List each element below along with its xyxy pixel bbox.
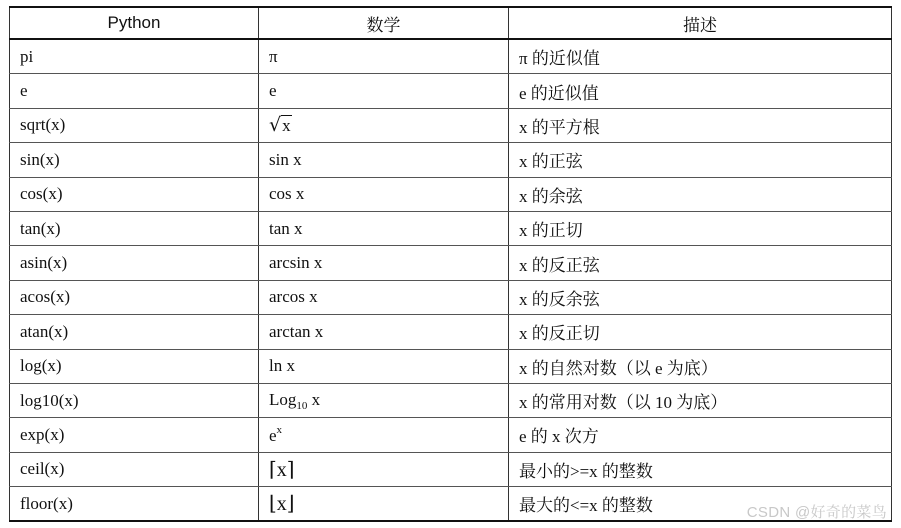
table-row [10, 39, 892, 74]
table-row [10, 246, 892, 280]
python-cell: e [10, 74, 259, 108]
description-cell: x 的反正弦 [509, 246, 892, 280]
math-cell: π [259, 39, 509, 74]
description-cell: x 的正弦 [509, 143, 892, 177]
math-cell: arcsin x [259, 246, 509, 280]
header-description: 描述 [509, 7, 892, 39]
math-cell [259, 452, 509, 486]
python-cell: exp(x) [10, 418, 259, 452]
exp-superscript: x [276, 423, 283, 436]
table-row [10, 280, 892, 314]
math-cell [259, 108, 509, 142]
ceil-expression: ⌈x⌉ [269, 458, 295, 481]
description-cell: x 的反余弦 [509, 280, 892, 314]
math-cell [259, 487, 509, 522]
log-base: Log [269, 389, 297, 409]
exp-base: e [269, 425, 277, 445]
python-cell: asin(x) [10, 246, 259, 280]
math-functions-table [9, 6, 892, 522]
floor-expression: ⌊x⌋ [269, 493, 295, 516]
python-cell: floor(x) [10, 487, 259, 522]
table-row [10, 315, 892, 349]
table-row [10, 452, 892, 486]
description-cell: 最小的>=x 的整数 [509, 452, 892, 486]
python-cell: sqrt(x) [10, 108, 259, 142]
log-argument: x [307, 389, 321, 409]
math-cell: sin x [259, 143, 509, 177]
table-row [10, 143, 892, 177]
python-cell: sin(x) [10, 143, 259, 177]
sqrt-radical: √ [269, 114, 282, 137]
header-row [10, 7, 892, 39]
description-cell: 最大的<=x 的整数 [509, 487, 892, 522]
python-cell: cos(x) [10, 177, 259, 211]
table-row [10, 349, 892, 383]
description-cell: x 的平方根 [509, 108, 892, 142]
description-cell: e 的 x 次方 [509, 418, 892, 452]
watermark: CSDN @好奇的菜鸟 [746, 504, 887, 521]
description-cell: x 的自然对数（以 e 为底） [509, 349, 892, 383]
math-cell: tan x [259, 211, 509, 245]
math-cell [259, 383, 509, 417]
table-row [10, 177, 892, 211]
description-cell: x 的常用对数（以 10 为底） [509, 383, 892, 417]
description-cell: π 的近似值 [509, 39, 892, 74]
table-row [10, 383, 892, 417]
math-cell: ln x [259, 349, 509, 383]
python-cell: tan(x) [10, 211, 259, 245]
python-cell: log(x) [10, 349, 259, 383]
math-cell: arctan x [259, 315, 509, 349]
table-row [10, 211, 892, 245]
python-cell: ceil(x) [10, 452, 259, 486]
header-python: Python [10, 7, 259, 39]
description-cell: x 的余弦 [509, 177, 892, 211]
description-cell: x 的反正切 [509, 315, 892, 349]
log-subscript: 10 [296, 399, 308, 412]
description-cell: e 的近似值 [509, 74, 892, 108]
python-cell: acos(x) [10, 280, 259, 314]
math-cell: arcos x [259, 280, 509, 314]
python-cell: log10(x) [10, 383, 259, 417]
table-row [10, 74, 892, 108]
sqrt-radicand: x [282, 116, 291, 136]
math-cell: e [259, 74, 509, 108]
math-cell: cos x [259, 177, 509, 211]
table-row [10, 108, 892, 142]
description-cell: x 的正切 [509, 211, 892, 245]
python-cell: pi [10, 39, 259, 74]
python-cell: atan(x) [10, 315, 259, 349]
table-row [10, 418, 892, 452]
math-cell [259, 418, 509, 452]
header-math: 数学 [259, 7, 509, 39]
